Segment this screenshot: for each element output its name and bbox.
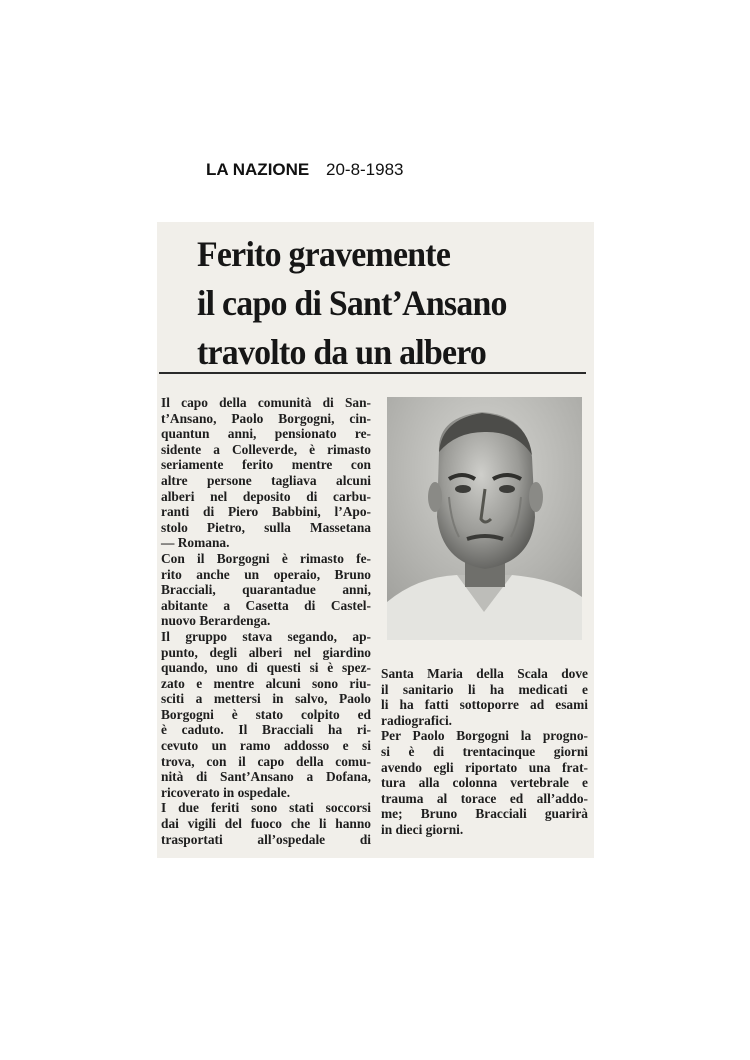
- article-text-line: ranti di Piero Babbini, l’Apo-: [161, 504, 371, 520]
- article-text-line: tura alla colonna vertebrale e: [381, 775, 588, 791]
- article-text-line: trasportati all’ospedale di: [161, 831, 371, 847]
- article-text-line: nità di Sant’Ansano a Dofana,: [161, 769, 371, 785]
- newspaper-name: LA NAZIONE: [206, 160, 310, 179]
- article-text-line: Con il Borgogni è rimasto fe-: [161, 550, 371, 566]
- article-text-line: abitante a Casetta di Castel-: [161, 597, 371, 613]
- article-text-line: trova, con il capo della comu-: [161, 753, 371, 769]
- headline-line: travolto da un albero: [197, 332, 487, 372]
- article-text-line: punto, degli alberi nel giardino: [161, 644, 371, 660]
- article-text-line: radiografici.: [381, 712, 453, 728]
- article-text-line: Santa Maria della Scala dove: [381, 666, 588, 681]
- article-text-line: si è di trentacinque giorni: [381, 743, 588, 759]
- publication-date: 20-8-1983: [326, 160, 404, 179]
- article-text-line: quantun anni, pensionato re-: [161, 426, 371, 442]
- portrait-image: [387, 397, 582, 640]
- article-text-line: avendo egli riportato una frat-: [381, 759, 588, 775]
- article-text-line: seriamente ferito mentre con: [161, 457, 371, 473]
- headline-line: Ferito gravemente: [197, 234, 451, 274]
- article-text-line: trauma al torace ed all’addo-: [381, 790, 588, 806]
- article-text-line: I due feriti sono stati soccorsi: [161, 800, 371, 816]
- source-line: [206, 160, 404, 180]
- article-text-line: ricoverato in ospedale.: [161, 784, 291, 800]
- article-text-line: zato e mentre alcuni sono riu-: [161, 675, 371, 691]
- article-text-line: Il gruppo stava segando, ap-: [161, 628, 371, 644]
- article-text-line: sciti a mettersi in salvo, Paolo: [161, 691, 371, 707]
- article-text-line: Il capo della comunità di San-: [161, 395, 371, 410]
- article-text-line: dai vigili del fuoco che li hanno: [161, 816, 371, 832]
- headline-rule: [159, 372, 586, 374]
- article-text-line: stolo Pietro, sulla Massetana: [161, 519, 371, 535]
- article-text-line: in dieci giorni.: [381, 821, 464, 837]
- newspaper-clipping: [157, 222, 594, 858]
- article-text-line: sidente a Colleverde, è rimasto: [161, 441, 371, 457]
- article-text-line: rito anche un operaio, Bruno: [161, 566, 371, 582]
- article-text-line: — Romana.: [161, 535, 230, 551]
- article-text-line: è caduto. Il Bracciali ha ri-: [161, 722, 371, 738]
- article-text-line: nuovo Berardenga.: [161, 613, 271, 629]
- article-text-line: il sanitario li ha medicati e: [381, 681, 588, 697]
- article-text-line: quando, uno di questi si è spez-: [161, 660, 371, 676]
- article-text-line: Borgogni è stato colpito ed: [161, 706, 371, 722]
- headline: [197, 230, 564, 377]
- headline-line: il capo di Sant’Ansano: [197, 283, 507, 323]
- article-text-line: me; Bruno Bracciali guarirà: [381, 806, 588, 822]
- article-right-column: [381, 666, 588, 838]
- article-text-line: alberi nel deposito di carbu-: [161, 488, 371, 504]
- article-text-line: li ha fatti sottoporre ad esami: [381, 697, 588, 713]
- portrait-photo: [387, 397, 582, 640]
- article-text-line: Bracciali, quarantadue anni,: [161, 582, 371, 598]
- article-text-line: Per Paolo Borgogni la progno-: [381, 728, 588, 744]
- article-left-column: [161, 395, 371, 847]
- article-text-line: altre persone tagliava alcuni: [161, 472, 371, 488]
- article-text-line: cevuto un ramo addosso e si: [161, 738, 371, 754]
- article-text-line: t’Ansano, Paolo Borgogni, cin-: [161, 410, 371, 426]
